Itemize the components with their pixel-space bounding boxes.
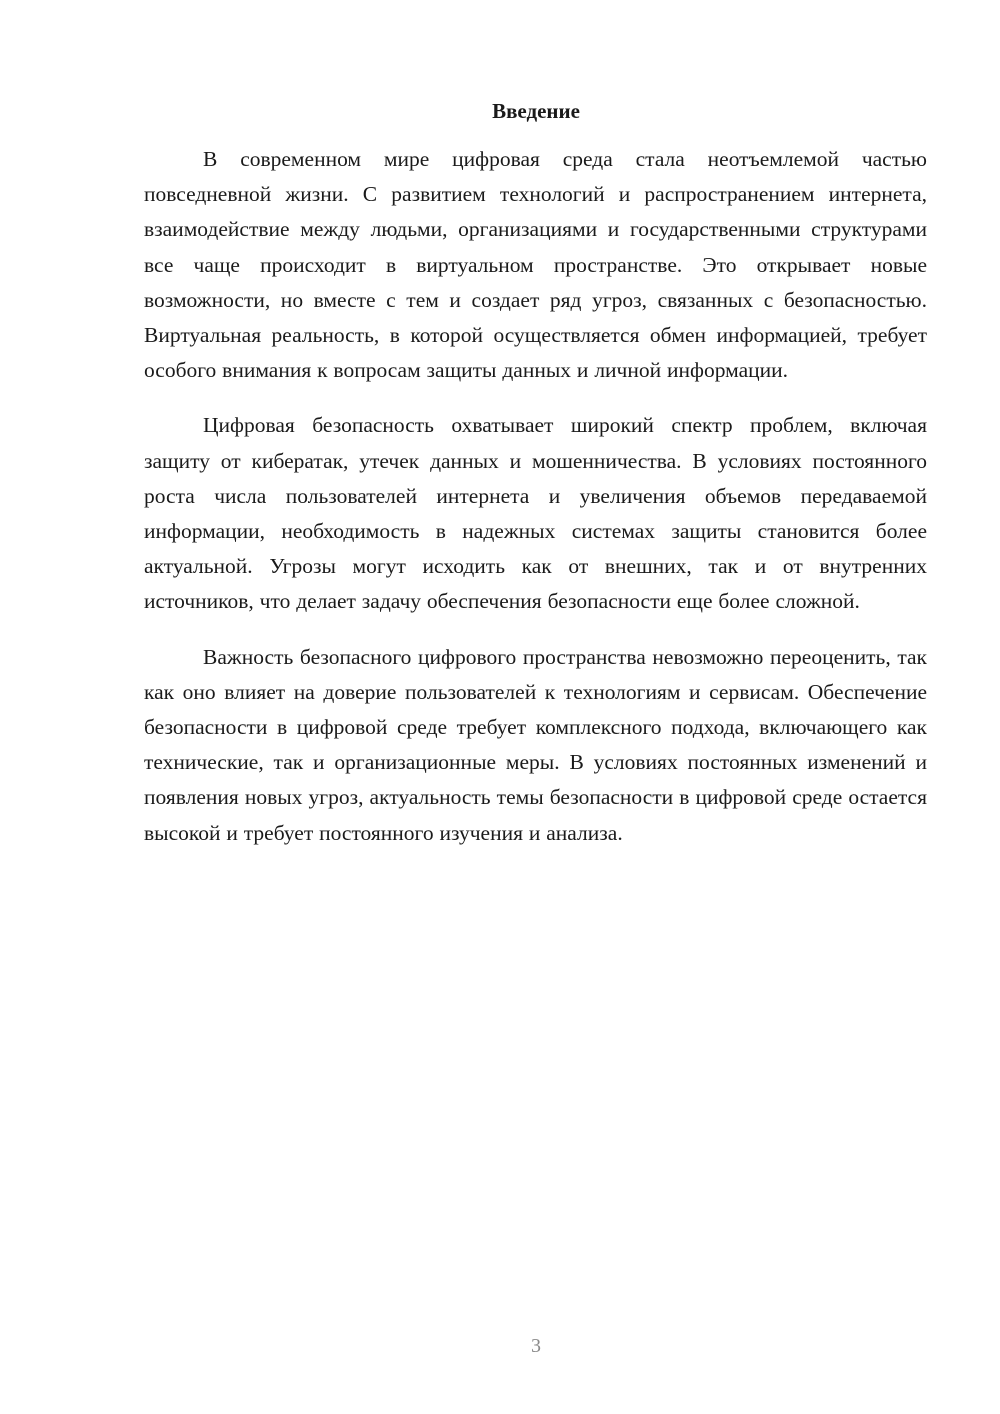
page-number: 3 bbox=[531, 1335, 541, 1357]
body-text bbox=[144, 142, 927, 871]
paragraph-1: В современном мире цифровая среда стала неотъемлемой частью повседневной жизни. С развитием технологий и распространением интернета, взаимодействие между людьми, организациями и государственными структурами все чаще происходит в виртуальном пространстве. Это открывает новые возможности, но вместе с тем и создает ряд угроз, связанных с безопасностью. Виртуальная реальность, в которой осуществляется обмен информацией, требует особого внимания к вопросам защиты данных и личной информации. bbox=[144, 147, 927, 383]
paragraph-2: Цифровая безопасность охватывает широкий спектр проблем, включая защиту от кибератак, утечек данных и мошенничества. В условиях постоянного роста числа пользователей интернета и увеличения объемов передаваемой информации, необходимость в надежных системах защиты становится более актуальной. Угрозы могут исходить как от внешних, так и от внутренних источников, что делает задачу обеспечения безопасности еще более сложной. bbox=[144, 413, 927, 614]
paragraph-3: Важность безопасного цифрового пространства невозможно переоценить, так как оно влияет на доверие пользователей к технологиям и сервисам. Обеспечение безопасности в цифровой среде требует комплексного подхода, включающего как технические, так и организационные меры. В условиях постоянных изменений и появления новых угроз, актуальность темы безопасности в цифровой среде остается высокой и требует постоянного изучения и анализа. bbox=[144, 644, 927, 845]
section-title: Введение bbox=[492, 99, 580, 123]
